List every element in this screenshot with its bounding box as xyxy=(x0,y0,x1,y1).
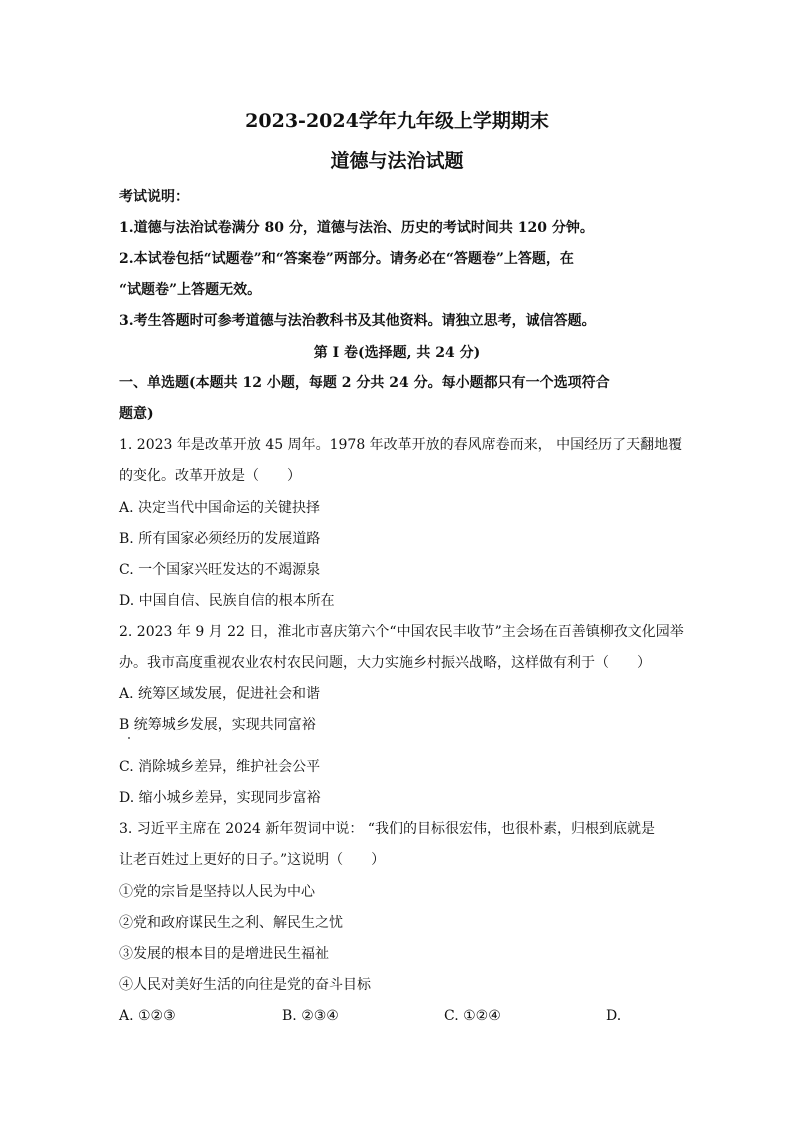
q2-option-b: B 统筹城乡发展，实现共同富裕 xyxy=(119,717,316,733)
q3-statement-1: ①党的宗旨是坚持以人民为中心 xyxy=(119,884,315,900)
q1-option-a: A. 决定当代中国命运的关键抉择 xyxy=(119,500,321,516)
section-heading-a: 一、单选题(本题共 12 小题，每题 2 分共 24 分。每小题都只有一个选项符合 xyxy=(119,375,610,391)
q1-option-c: C. 一个国家兴旺发达的不竭源泉 xyxy=(119,562,321,578)
q1-stem-a: 1. 2023 年是改革开放 45 周年。1978 年改革开放的春风席卷而来， 中国经历了天翻地覆 xyxy=(119,437,683,453)
q2-option-d: D. 缩小城乡差异，实现同步富裕 xyxy=(119,790,321,806)
instructions-heading: 考试说明： xyxy=(119,189,189,205)
volume-heading: 第 I 卷(选择题, 共 24 分) xyxy=(313,345,481,361)
q2-option-c: C. 消除城乡差异，维护社会公平 xyxy=(119,759,321,775)
q1-option-b: B. 所有国家必须经历的发展道路 xyxy=(119,531,321,547)
q3-stem-a: 3. 习近平主席在 2024 新年贺词中说： “我们的目标很宏伟，也很朴素，归根到底就是 xyxy=(119,821,655,837)
q2-stem-b: 办。我市高度重视农业农村农民问题，大力实施乡村振兴战略，这样做有利于（ ） xyxy=(119,655,651,671)
q2-option-a: A. 统筹区域发展，促进社会和谐 xyxy=(119,686,321,702)
instruction-1: 1.道德与法治试卷满分 80 分，道德与法治、历史的考试时间共 120 分钟。 xyxy=(119,220,594,236)
q3-statement-2: ②党和政府谋民生之利、解民生之忧 xyxy=(119,915,343,931)
exam-subtitle: 道德与法治试题 xyxy=(330,150,464,172)
q3-statement-3: ③发展的根本目的是增进民生福祉 xyxy=(119,946,329,962)
instruction-3: 3.考生答题时可参考道德与法治教科书及其他资料。请独立思考，诚信答题。 xyxy=(119,313,596,329)
q1-stem-b: 的变化。改革开放是（ ） xyxy=(119,468,301,484)
instruction-2a: 2.本试卷包括“试题卷”和“答案卷”两部分。请务必在“答题卷”上答题，在 xyxy=(119,251,574,267)
q3-stem-b: 让老百姓过上更好的日子。”这说明（ ） xyxy=(119,852,386,868)
q3-option-a: A. ①②③ xyxy=(119,1008,176,1024)
q1-option-d: D. 中国自信、民族自信的根本所在 xyxy=(119,593,335,609)
section-heading-b: 题意) xyxy=(119,406,154,422)
q3-option-c: C. ①②④ xyxy=(444,1008,501,1024)
instruction-2b: “试题卷”上答题无效。 xyxy=(119,282,262,298)
exam-title: 2023-2024学年九年级上学期期末 xyxy=(245,110,549,132)
q2-stem-a: 2. 2023 年 9 月 22 日，淮北市喜庆第六个“中国农民丰收节”主会场在百善镇柳孜文化园举 xyxy=(119,624,684,640)
stray-dot-mark xyxy=(128,737,130,739)
q3-statement-4: ④人民对美好生活的向往是党的奋斗目标 xyxy=(119,977,371,993)
q3-option-b: B. ②③④ xyxy=(282,1008,339,1024)
q3-option-d: D. xyxy=(606,1008,622,1024)
